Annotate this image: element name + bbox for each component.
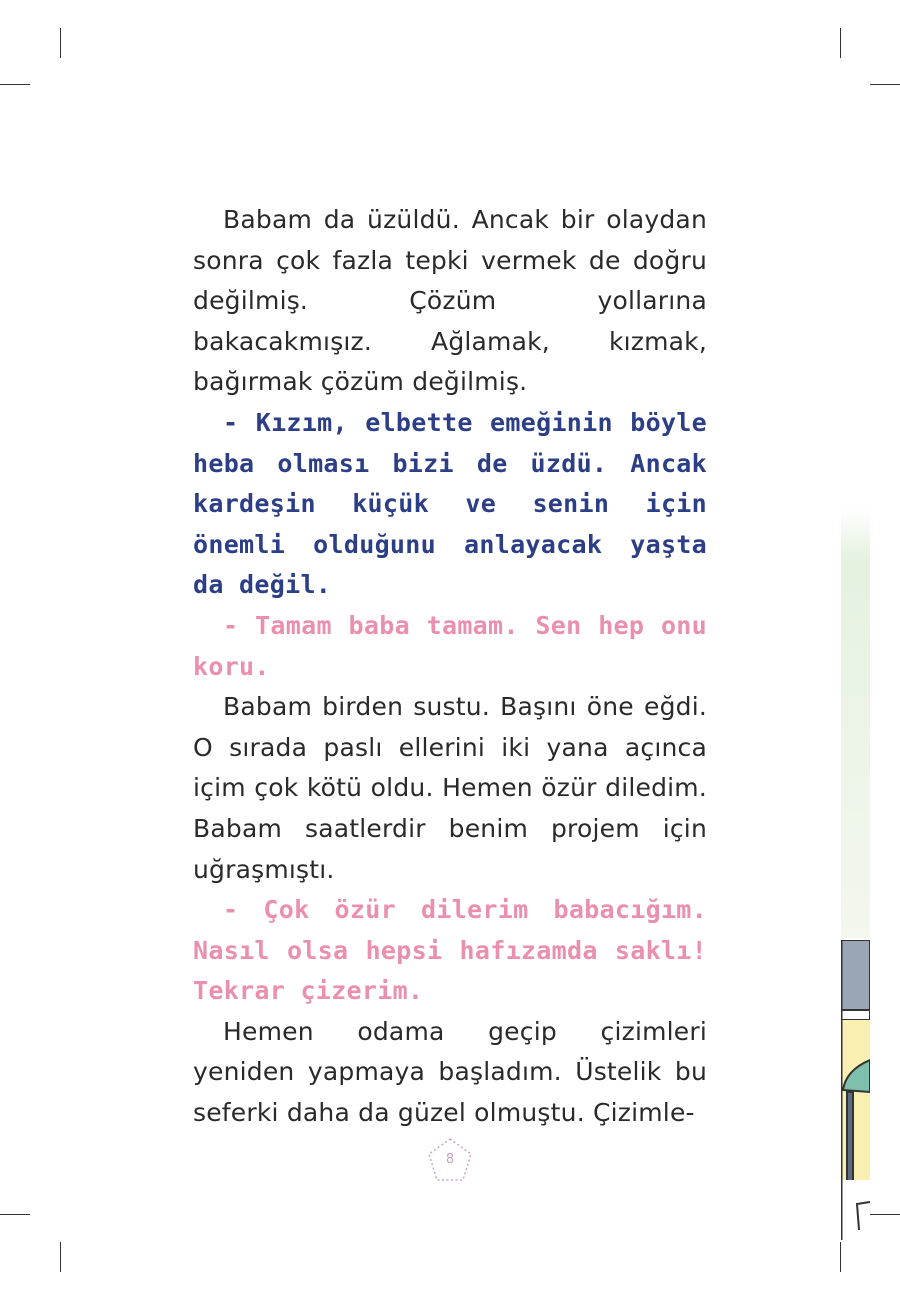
paragraph: Hemen odama geçip çizimleri yeniden yapmaya başladım. Üstelik bu seferki daha da güzel olmuştu. Çizimle- [193, 1016, 707, 1128]
edge-illustration-top [841, 508, 870, 938]
page-number-badge [426, 1136, 474, 1184]
crop-mark [60, 1242, 61, 1272]
girl-dialog: - Tamam baba tamam. Sen hep onu koru. [193, 610, 707, 681]
father-dialog: - Kızım, elbette emeğinin böyle heba olması bizi de üzdü. Ancak kardeşin küçük ve senin için önemli olduğunu anlayacak yaşta da değil. [193, 407, 707, 600]
page-number: 8 [445, 1152, 455, 1167]
crop-mark [0, 1214, 30, 1215]
paragraph: Babam birden sustu. Başını öne eğdi. O sırada paslı ellerini iki yana açınca içim çok kötü oldu. Hemen özür diledim. Babam saatlerdir benim projem için uğraşmıştı. [193, 692, 707, 884]
paragraph: Babam da üzüldü. Ancak bir olaydan sonra çok fazla tepki vermek de doğru değilmiş. Çözüm yollarına bakacakmışız. Ağlamak, kızmak, bağırmak çözüm değilmiş. [193, 205, 707, 397]
crop-mark [840, 1242, 841, 1272]
crop-mark [0, 84, 30, 85]
body-text [193, 200, 707, 1134]
girl-dialog: - Çok özür dilerim babacığım. Nasıl olsa hepsi hafızamda saklı! Tekrar çizerim. [193, 895, 707, 1006]
crop-mark [60, 28, 61, 58]
crop-mark [870, 1214, 900, 1215]
crop-mark [870, 84, 900, 85]
crop-mark [840, 28, 841, 58]
edge-illustration-bottom [841, 940, 870, 1240]
